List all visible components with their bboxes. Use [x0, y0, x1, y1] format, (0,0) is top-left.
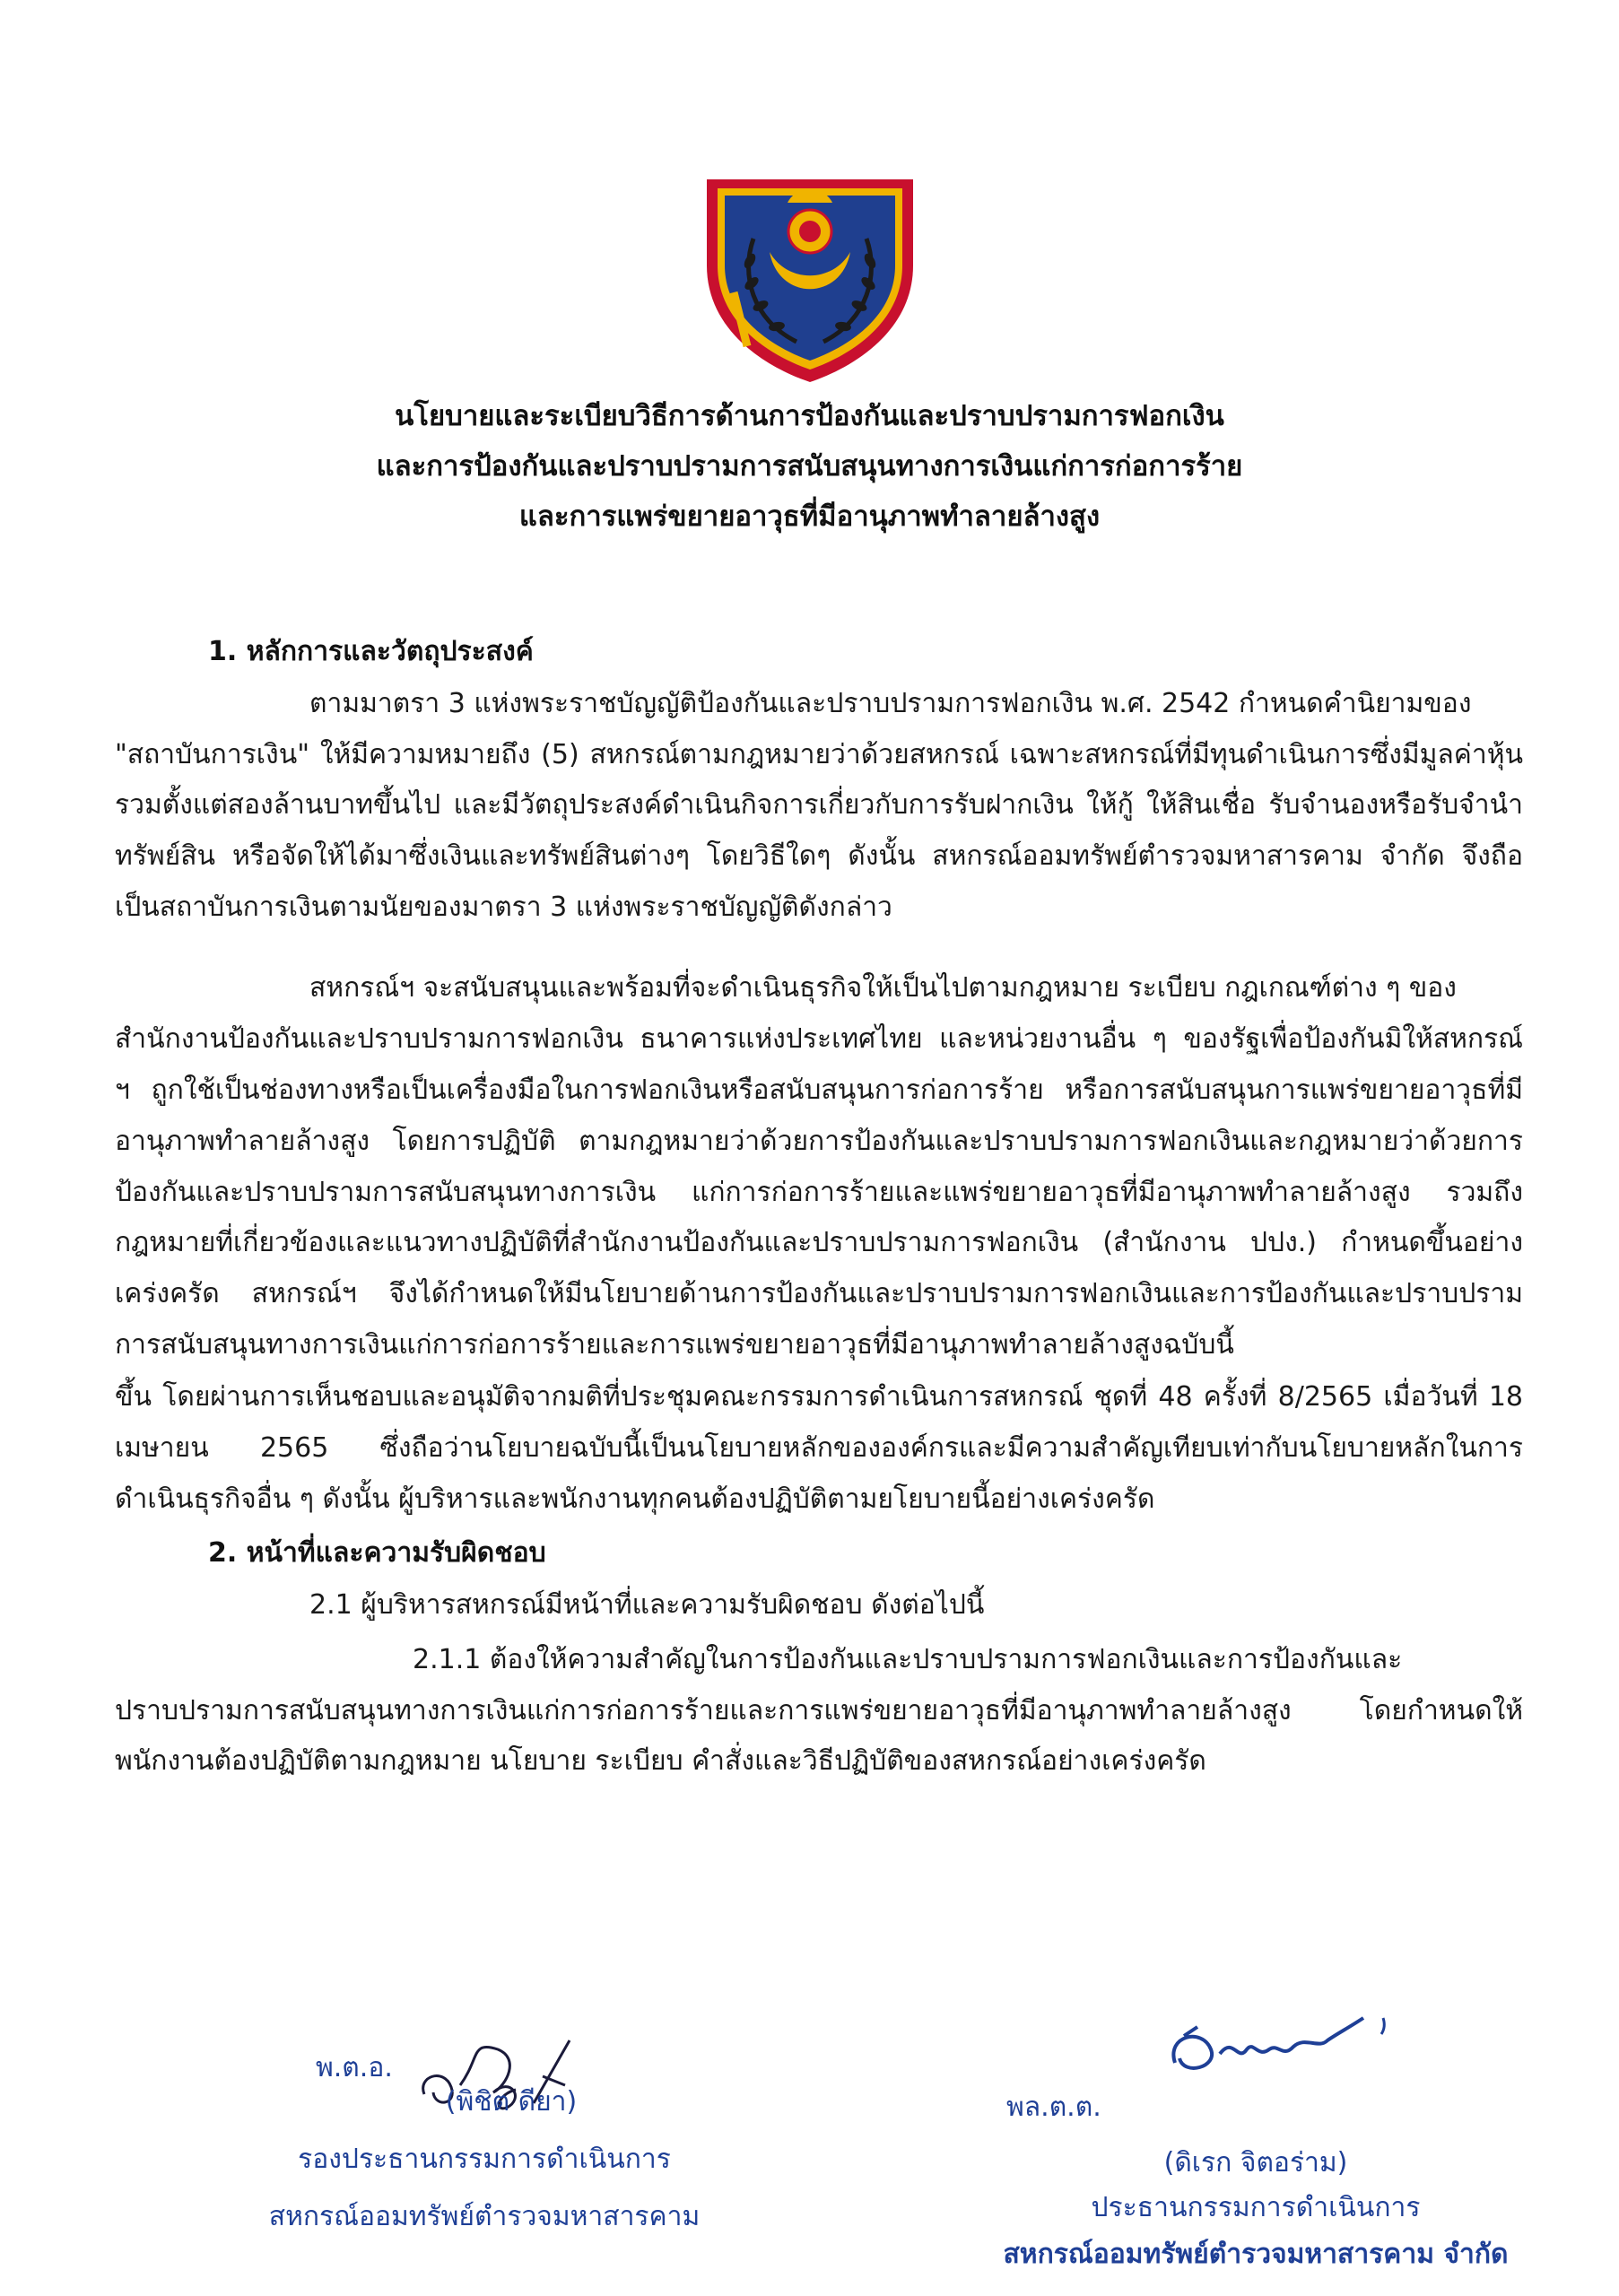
left-signer-position: รองประธานกรรมการดำเนินการ — [298, 2144, 671, 2175]
paragraph-line: ทรัพย์สิน หรือจัดให้ได้มาซึ่งเงินและทรัพย์สินต่างๆ โดยวิธีใดๆ ดังนั้น สหกรณ์ออมทรัพย์ตำรวจมหาสารคาม จำกัด จึงถือ — [115, 840, 1523, 872]
paragraph-line: ปราบปรามการสนับสนุนทางการเงินแก่การก่อการร้ายและการแพร่ขยายอาวุธที่มีอานุภาพทำลายล้างสูง โดยกำหนดให้ — [115, 1695, 1523, 1726]
paragraph-line: เป็นสถาบันการเงินตามนัยของมาตรา 3 แห่งพระราชบัญญัติดังกล่าว — [115, 891, 892, 923]
document-title-line-2: และการป้องกันและปราบปรามการสนับสนุนทางการเงินแก่การก่อการร้าย — [376, 450, 1243, 483]
paragraph-line: ป้องกันและปราบปรามการสนับสนุนทางการเงิน แก่การก่อการร้ายและแพร่ขยายอาวุธที่มีอานุภาพทำลายล้างสูง รวมถึง — [115, 1177, 1523, 1208]
right-signer-name: (ดิเรก จิตอร่าม) — [1163, 2147, 1348, 2179]
paragraph-line: อานุภาพทำลายล้างสูง โดยการปฏิบัติ ตามกฎหมายว่าด้วยการป้องกันและปราบปรามการฟอกเงินและกฎหมายว่าด้วยการ — [115, 1126, 1523, 1157]
subsection-2-1: 2.1 ผู้บริหารสหกรณ์มีหน้าที่และความรับผิดชอบ ดังต่อไปนี้ — [309, 1589, 985, 1621]
paragraph-line: การสนับสนุนทางการเงินแก่การก่อการร้ายและการแพร่ขยายอาวุธที่มีอานุภาพทำลายล้างสูงฉบับนี้ — [115, 1329, 1234, 1361]
left-signer-rank: พ.ต.อ. — [316, 2052, 393, 2083]
paragraph-line: สหกรณ์ฯ จะสนับสนุนและพร้อมที่จะดำเนินธุรกิจให้เป็นไปตามกฎหมาย ระเบียบ กฎเกณฑ์ต่าง ๆ ของ — [309, 972, 1457, 1004]
paragraph-line: กฎหมายที่เกี่ยวข้องและแนวทางปฏิบัติที่สำนักงานป้องกันและปราบปรามการฟอกเงิน (สำนักงาน ปปง.) กำหนดขึ้นอย่าง — [115, 1227, 1523, 1258]
right-signature-scribble — [1148, 2009, 1399, 2099]
paragraph-line: ฯ ถูกใช้เป็นช่องทางหรือเป็นเครื่องมือในการฟอกเงินหรือสนับสนุนการก่อการร้าย หรือการสนับสนุนการแพร่ขยายอาวุธที่มี — [115, 1074, 1523, 1106]
section-2-heading: 2. หน้าที่และความรับผิดชอบ — [208, 1537, 546, 1569]
paragraph-line: พนักงานต้องปฏิบัติตามกฎหมาย นโยบาย ระเบียบ คำสั่งและวิธีปฏิบัติของสหกรณ์อย่างเคร่งครัด — [115, 1745, 1206, 1777]
right-signer-position: ประธานกรรมการดำเนินการ — [1091, 2192, 1421, 2223]
right-signer-organization: สหกรณ์ออมทรัพย์ตำรวจมหาสารคาม จำกัด — [1003, 2239, 1509, 2270]
left-signer-name: (พิชิต ดียา) — [445, 2086, 578, 2118]
paragraph-line: "สถาบันการเงิน" ให้มีความหมายถึง (5) สหกรณ์ตามกฎหมายว่าด้วยสหกรณ์ เฉพาะสหกรณ์ที่มีทุนดำเนินการซึ่งมีมูลค่าหุ้น — [115, 739, 1523, 770]
paragraph-line: ดำเนินธุรกิจอื่น ๆ ดังนั้น ผู้บริหารและพนักงานทุกคนต้องปฏิบัติตามยโยบายนี้อย่างเคร่งครัด — [115, 1483, 1155, 1515]
paragraph-line: 2.1.1 ต้องให้ความสำคัญในการป้องกันและปราบปรามการฟอกเงินและการป้องกันและ — [413, 1644, 1403, 1675]
paragraph-line: เคร่งครัด สหกรณ์ฯ จึงได้กำหนดให้มีนโยบายด้านการป้องกันและปราบปรามการฟอกเงินและการป้องกันและปราบปราม — [115, 1278, 1523, 1309]
paragraph-line: เมษายน 2565 ซึ่งถือว่านโยบายฉบับนี้เป็นนโยบายหลักขององค์กรและมีความสำคัญเทียบเท่ากับนโยบายหลักในการ — [115, 1432, 1523, 1464]
document-title-line-1: นโยบายและระเบียบวิธีการด้านการป้องกันและปราบปรามการฟอกเงิน — [395, 400, 1224, 432]
section-1-heading: 1. หลักการและวัตถุประสงค์ — [208, 636, 534, 667]
paragraph-line: รวมตั้งแต่สองล้านบาทขึ้นไป และมีวัตถุประสงค์ดำเนินกิจการเกี่ยวกับการรับฝากเงิน ให้กู้ ให้สินเชื่อ รับจำนองหรือรับจำนำ — [115, 789, 1523, 821]
left-signer-organization: สหกรณ์ออมทรัพย์ตำรวจมหาสารคาม — [268, 2201, 701, 2232]
paragraph-line: ขึ้น โดยผ่านการเห็นชอบและอนุมัติจากมติที่ประชุมคณะกรรมการดำเนินการสหกรณ์ ชุดที่ 48 ครั้งที่ 8/2565 เมื่อวันที่ 18 — [115, 1381, 1523, 1413]
right-signer-rank: พล.ต.ต. — [1006, 2092, 1101, 2123]
paragraph-line: ตามมาตรา 3 แห่งพระราชบัญญัติป้องกันและปราบปรามการฟอกเงิน พ.ศ. 2542 กำหนดคำนิยามของ — [309, 688, 1472, 719]
document-title-line-3: และการแพร่ขยายอาวุธที่มีอานุภาพทำลายล้างสูง — [518, 500, 1101, 533]
paragraph-line: สำนักงานป้องกันและปราบปรามการฟอกเงิน ธนาคารแห่งประเทศไทย และหน่วยงานอื่น ๆ ของรัฐเพื่อป้องกันมิให้สหกรณ์ — [115, 1023, 1523, 1055]
cooperative-emblem-logo — [698, 167, 922, 387]
